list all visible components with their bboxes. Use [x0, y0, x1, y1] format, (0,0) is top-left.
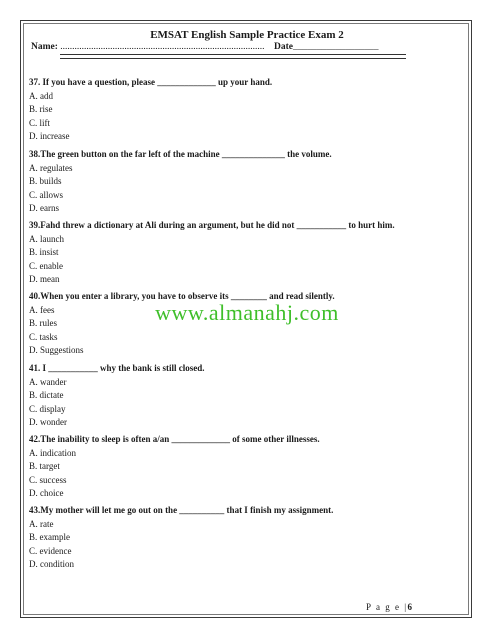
option-a[interactable]: A. launch	[29, 234, 64, 244]
option-a[interactable]: A. regulates	[29, 163, 73, 173]
option-d[interactable]: D. mean	[29, 273, 60, 284]
header-divider	[60, 54, 406, 59]
question-stem: 41. I ___________ why the bank is still closed.	[29, 363, 205, 373]
question-41	[29, 362, 449, 429]
option-b[interactable]: B. rise	[29, 104, 53, 115]
exam-title: EMSAT English Sample Practice Exam 2	[150, 29, 344, 41]
option-a[interactable]: A. indication	[29, 448, 76, 458]
question-37	[29, 76, 449, 143]
option-d[interactable]: D. Suggestions	[29, 344, 84, 355]
question-stem: 39.Fahd threw a dictionary at Ali during an argument, but he did not ___________ to hurt him.	[29, 220, 395, 230]
option-c[interactable]: C. enable	[29, 260, 63, 271]
option-c[interactable]: C. lift	[29, 117, 51, 128]
option-d[interactable]: D. choice	[29, 487, 64, 498]
option-c[interactable]: C. allows	[29, 189, 64, 200]
option-a[interactable]: A. fees	[29, 305, 55, 315]
option-c[interactable]: C. display	[29, 403, 66, 414]
question-39	[29, 219, 449, 286]
page-number	[366, 601, 412, 613]
option-a[interactable]: A. rate	[29, 519, 54, 529]
option-b[interactable]: B. insist	[29, 247, 59, 258]
option-d[interactable]: D. condition	[29, 558, 74, 569]
question-42	[29, 433, 449, 500]
question-43	[29, 504, 449, 571]
name-label: Name:	[31, 42, 58, 52]
option-c[interactable]: C. success	[29, 474, 67, 485]
question-stem: 37. If you have a question, please _____________ up your hand.	[29, 77, 273, 87]
question-stem: 40.When you enter a library, you have to observe its ________ and read silently.	[29, 291, 335, 301]
option-a[interactable]: A. add	[29, 91, 53, 101]
option-b[interactable]: B. builds	[29, 176, 62, 187]
option-a[interactable]: A. wander	[29, 377, 67, 387]
option-b[interactable]: B. target	[29, 461, 60, 472]
date-label: Date	[274, 42, 294, 52]
option-b[interactable]: B. rules	[29, 318, 57, 329]
question-38	[29, 148, 449, 215]
question-stem: 43.My mother will let me go out on the __________ that I finish my assignment.	[29, 505, 334, 515]
option-c[interactable]: C. tasks	[29, 331, 58, 342]
date-field[interactable]: __________________	[293, 42, 379, 52]
question-stem: 38.The green button on the far left of the machine ______________ the volume.	[29, 149, 332, 159]
watermark-url: www.almanahj.com	[155, 300, 339, 325]
option-d[interactable]: D. increase	[29, 130, 70, 141]
option-d[interactable]: D. earns	[29, 202, 59, 213]
name-date-line	[31, 41, 379, 53]
question-stem: 42.The inability to sleep is often a/an _____________ of some other illnesses.	[29, 434, 320, 444]
option-b[interactable]: B. dictate	[29, 390, 64, 401]
option-b[interactable]: B. example	[29, 532, 70, 543]
option-d[interactable]: D. wonder	[29, 416, 67, 427]
option-c[interactable]: C. evidence	[29, 545, 72, 556]
page-label: P a g e |	[366, 602, 408, 612]
page-number-value: 6	[407, 602, 412, 612]
name-field[interactable]: ......................................................................................	[60, 42, 265, 52]
